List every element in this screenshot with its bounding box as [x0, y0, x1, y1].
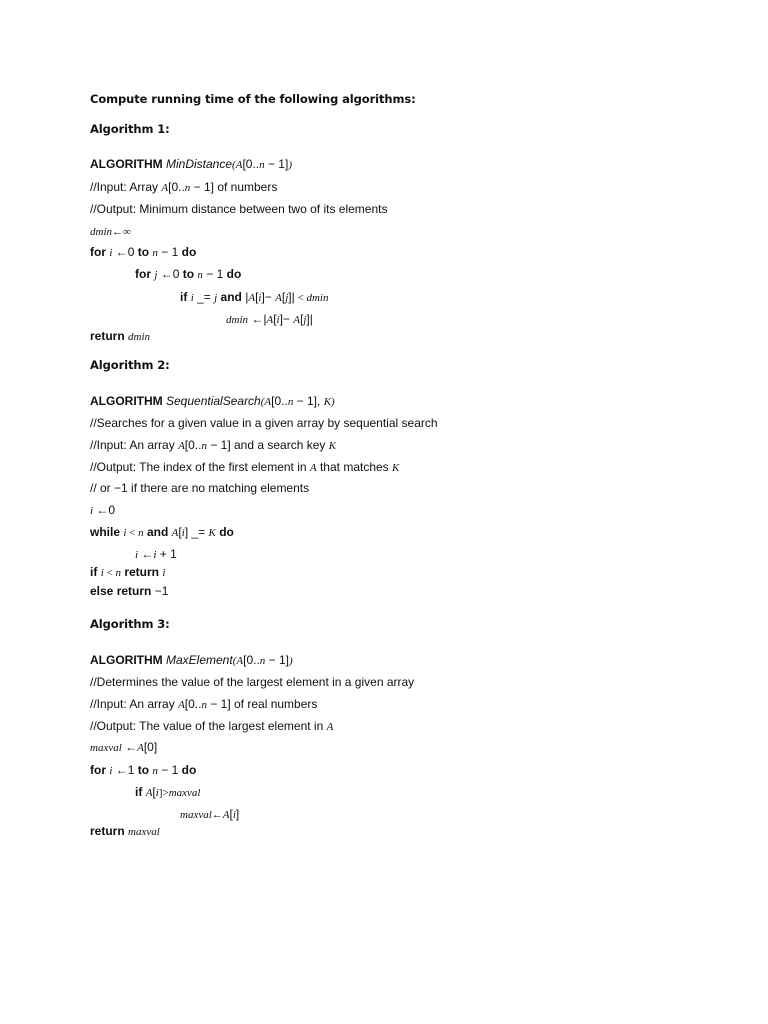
algorithm-3-assign-maxval: maxval←A[i] — [180, 807, 240, 821]
algorithm-3-signature: ALGORITHM MaxElement(A[0..n − 1]) — [90, 653, 293, 667]
algorithm-1-inner-loop: for j ←0 to n − 1 do — [135, 267, 242, 281]
algorithm-3-init-line: maxval ←A[0] — [90, 740, 158, 754]
algorithm-3-heading: Algorithm 3: — [90, 617, 170, 631]
algorithm-1-return: return dmin — [90, 329, 151, 343]
algorithm-3-output-comment: //Output: The value of the largest element in A — [90, 719, 334, 733]
algorithm-2-else-return: else return −1 — [90, 584, 169, 598]
algorithm-3-if-condition: if A[i]>maxval — [135, 785, 201, 799]
keyword-algorithm: ALGORITHM — [90, 157, 163, 171]
algorithm-2-description-comment: //Searches for a given value in a given array by sequential search — [90, 416, 438, 430]
algorithm-1-init-line: dmin←∞ — [90, 226, 131, 238]
algorithm-2-heading: Algorithm 2: — [90, 358, 170, 372]
algorithm-2-signature: ALGORITHM SequentialSearch(A[0..n − 1], K) — [90, 394, 335, 408]
algorithm-2-if-return: if i < n return i — [90, 565, 166, 579]
algorithm-2-input-comment: //Input: An array A[0..n − 1] and a search key K — [90, 438, 337, 452]
algorithm-3-input-comment: //Input: An array A[0..n − 1] of real numbers — [90, 697, 318, 711]
page-title: Compute running time of the following algorithms: — [90, 92, 416, 106]
algorithm-1-assign-dmin: dmin ←|A[i]− A[j]| — [226, 312, 313, 326]
algorithm-1-outer-loop: for i ←0 to n − 1 do — [90, 245, 197, 259]
function-name: MinDistance — [166, 157, 233, 171]
algorithm-1-signature: ALGORITHM MinDistance(A[0..n − 1]) — [90, 157, 292, 171]
algorithm-1-heading: Algorithm 1: — [90, 122, 170, 136]
algorithm-2-output-comment: //Output: The index of the first element in A that matches K — [90, 460, 400, 474]
algorithm-3-return: return maxval — [90, 824, 160, 838]
algorithm-2-increment: i ←i + 1 — [135, 547, 177, 561]
algorithm-1-if-condition: if i _= j and |A[i]− A[j]| < dmin — [180, 290, 329, 304]
algorithm-2-init-line: i ←0 — [90, 503, 116, 517]
algorithm-2-while-loop: while i < n and A[i] _= K do — [90, 525, 234, 539]
algorithm-3-for-loop: for i ←1 to n − 1 do — [90, 763, 197, 777]
algorithm-1-output-comment: //Output: Minimum distance between two of its elements — [90, 202, 388, 216]
algorithm-1-input-comment: //Input: Array A[0..n − 1] of numbers — [90, 180, 278, 194]
algorithm-2-output-comment-2: // or −1 if there are no matching elements — [90, 481, 310, 495]
algorithm-3-description-comment: //Determines the value of the largest element in a given array — [90, 675, 415, 689]
